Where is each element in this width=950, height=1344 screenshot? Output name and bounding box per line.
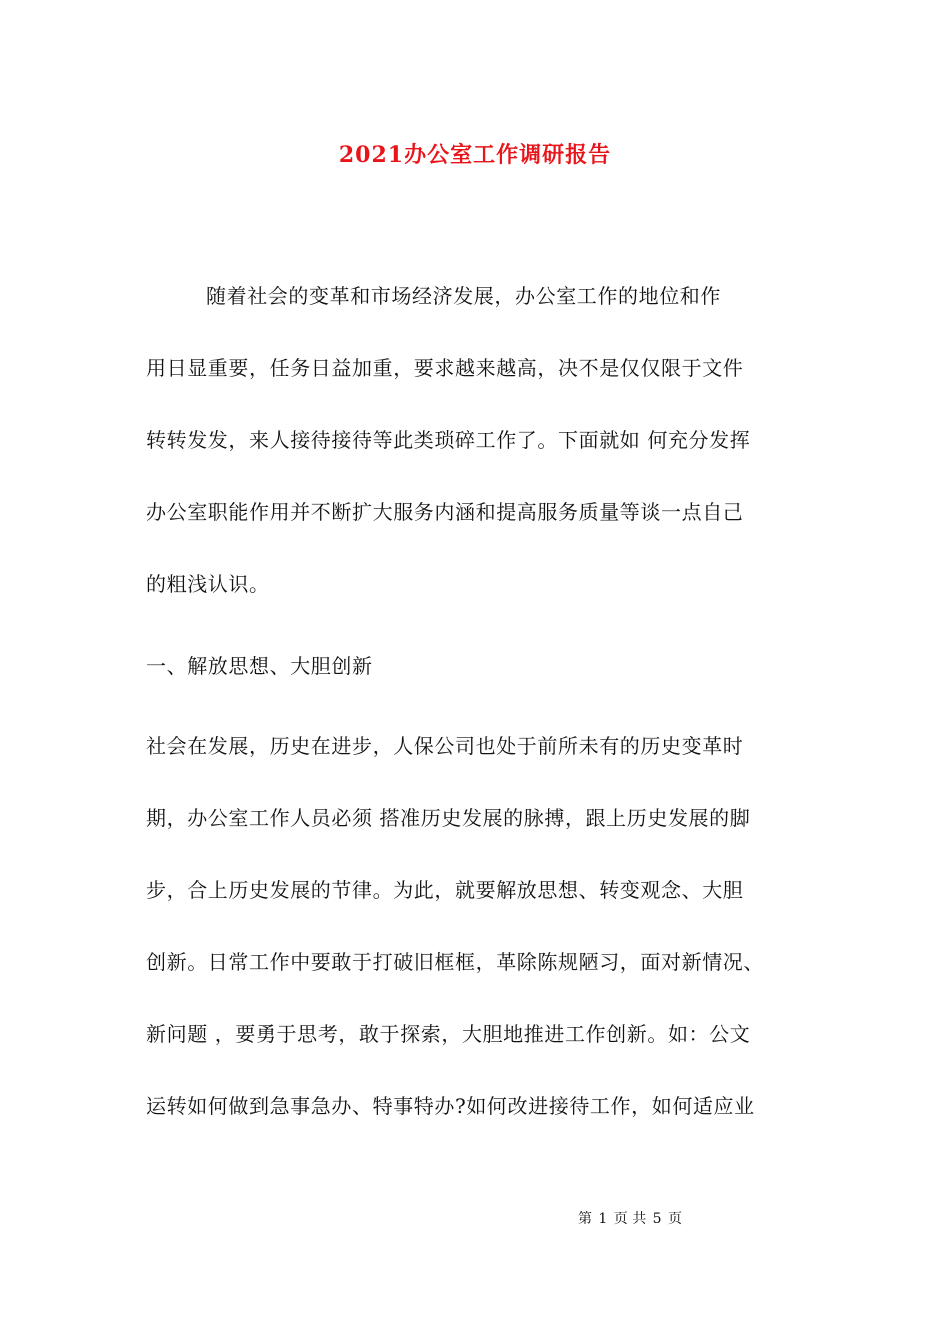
page-footer bbox=[0, 1208, 950, 1228]
paragraph-line-4: 办公室职能作用并不断扩大服务内涵和提高服务质量等谈一点自己 bbox=[146, 500, 744, 524]
paragraph-line-9: 创新。日常工作中要敢于打破旧框框，革除陈规陋习，面对新情况、 bbox=[146, 950, 764, 974]
footer-suffix: 页 bbox=[668, 1211, 683, 1227]
paragraph-line-1: 随着社会的变革和市场经济发展，办公室工作的地位和作 bbox=[206, 284, 721, 308]
footer-page-number: 1 bbox=[598, 1211, 608, 1227]
paragraph-line-6: 社会在发展，历史在进步，人保公司也处于前所未有的历史变革时 bbox=[146, 734, 744, 758]
paragraph-line-2: 用日显重要，任务日益加重，要求越来越高，决不是仅仅限于文件 bbox=[146, 356, 744, 380]
paragraph-line-3: 转转发发，来人接待接待等此类琐碎工作了。下面就如 何充分发挥 bbox=[146, 428, 751, 452]
paragraph-line-11: 运转如何做到急事急办、特事特办?如何改进接待工作，如何适应业 bbox=[146, 1094, 755, 1118]
paragraph-line-8: 步，合上历史发展的节律。为此，就要解放思想、转变观念、大胆 bbox=[146, 878, 744, 902]
document-title: 2021办公室工作调研报告 bbox=[338, 142, 612, 168]
section-heading: 一、解放思想、大胆创新 bbox=[146, 654, 373, 678]
paragraph-line-5: 的粗浅认识。 bbox=[146, 572, 270, 596]
paragraph-line-10: 新问题 ，要勇于思考，敢于探索，大胆地推进工作创新。如：公文 bbox=[146, 1022, 751, 1046]
footer-prefix: 第 bbox=[577, 1211, 592, 1227]
footer-total-pages: 5 bbox=[652, 1211, 662, 1227]
footer-middle: 页 共 bbox=[613, 1211, 647, 1227]
paragraph-line-7: 期，办公室工作人员必须 搭准历史发展的脉搏，跟上历史发展的脚 bbox=[146, 806, 751, 830]
